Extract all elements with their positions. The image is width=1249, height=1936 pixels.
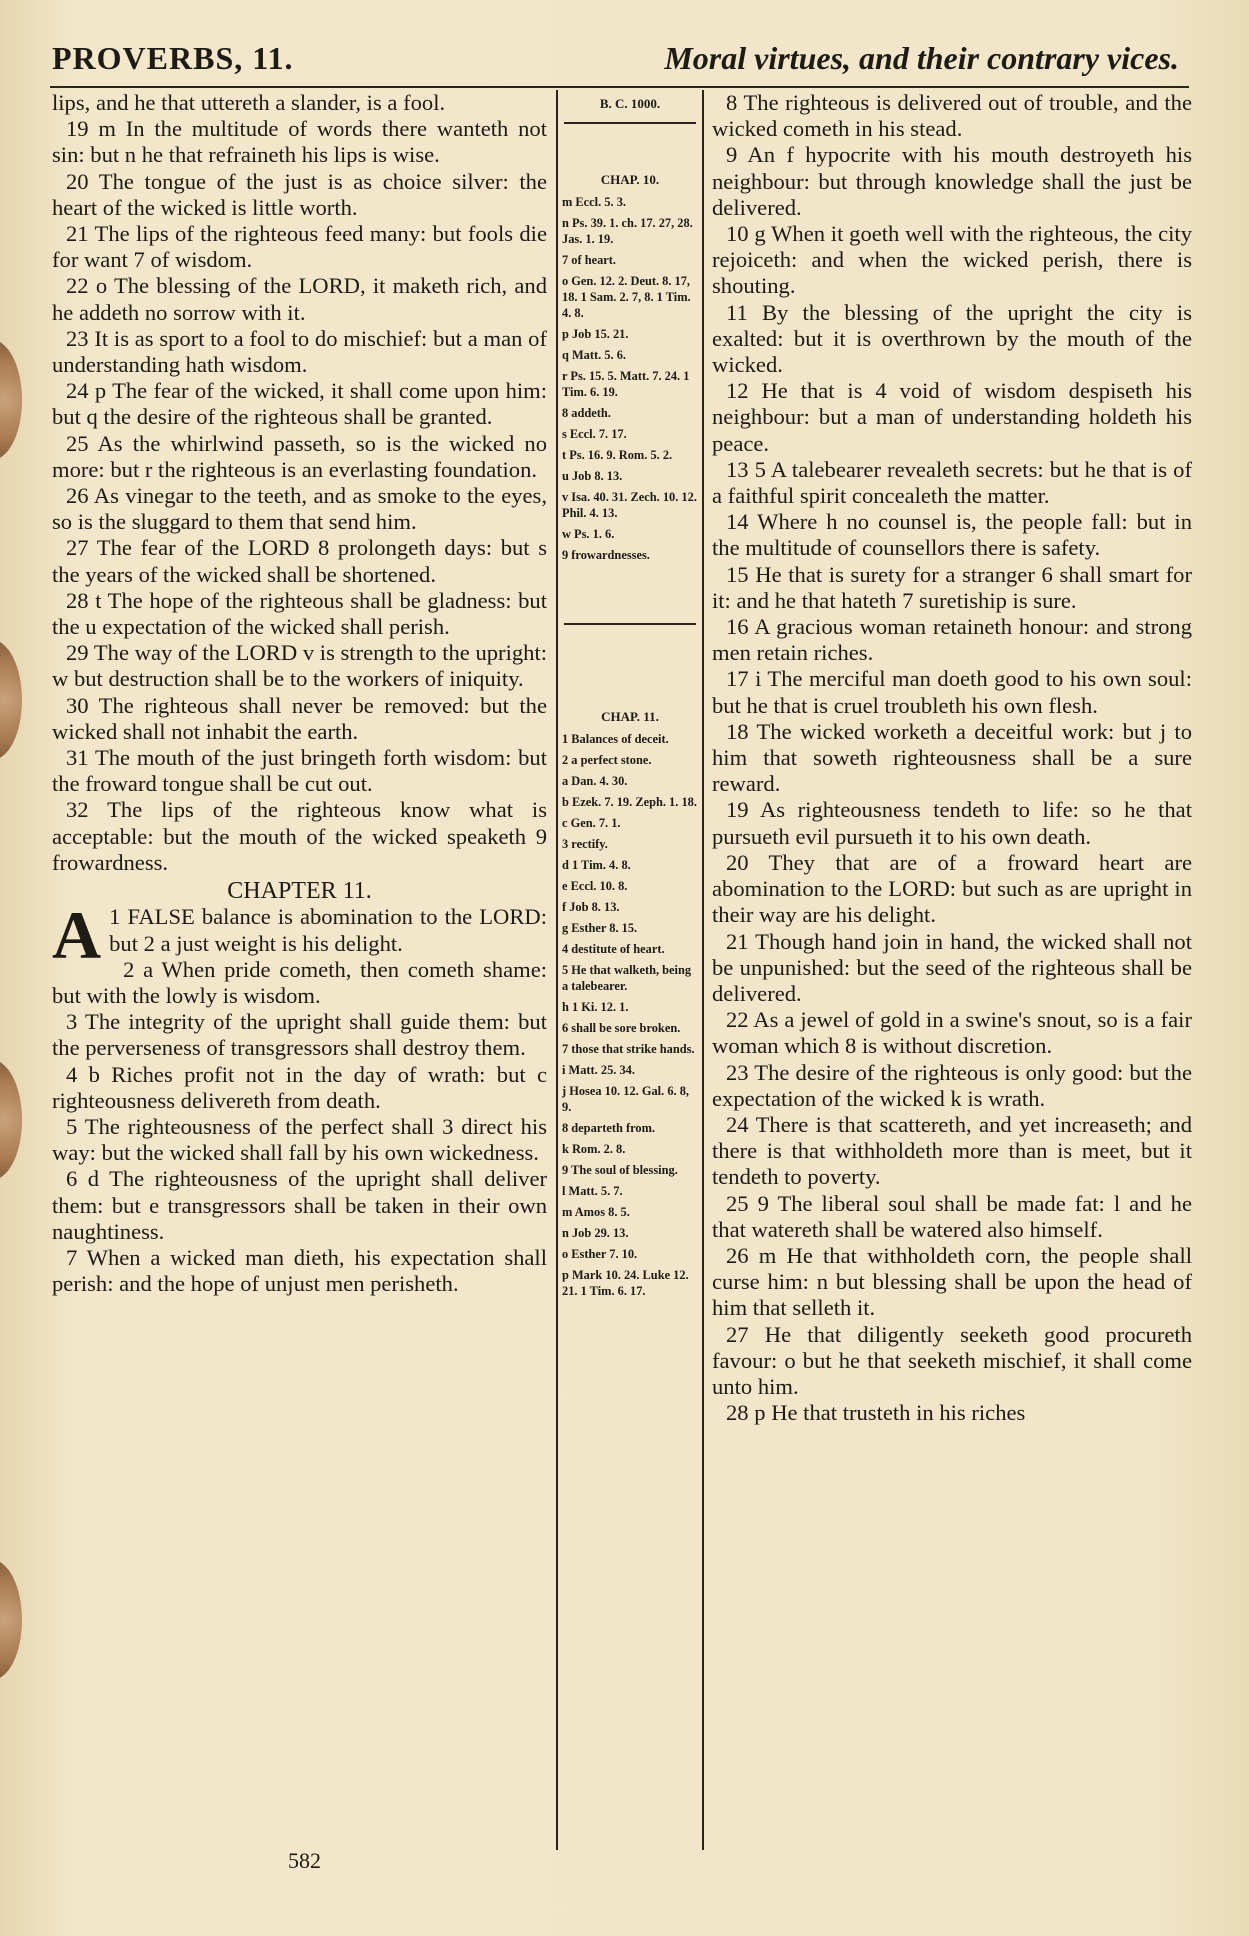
- cross-reference: v Isa. 40. 31. Zech. 10. 12. Phil. 4. 13.: [562, 490, 697, 520]
- verse: 11 By the blessing of the upright the city is exalted: but it is overthrown by the mouth of the wicked.: [712, 299, 1192, 378]
- verse: 18 The wicked worketh a deceitful work: but j to him that soweth righteousness shall be a sure reward.: [712, 718, 1192, 797]
- cross-reference: o Esther 7. 10.: [562, 1247, 638, 1261]
- cross-reference: 8 addeth.: [562, 406, 611, 420]
- verse: 25 As the whirlwind passeth, so is the wicked no more: but r the righteous is an everlasting foundation.: [52, 430, 547, 482]
- cross-reference: l Matt. 5. 7.: [562, 1184, 623, 1198]
- margin-rule: [564, 122, 696, 124]
- cross-reference: j Hosea 10. 12. Gal. 6. 8, 9.: [562, 1084, 689, 1114]
- verse: 8 The righteous is delivered out of trouble, and the wicked cometh in his stead.: [712, 90, 1192, 142]
- margin-chapter-heading: CHAP. 10.: [600, 172, 660, 187]
- page-hole-decoration: [0, 340, 22, 460]
- verse: 27 He that diligently seeketh good procureth favour: o but he that seeketh mischief, it shall come unto him.: [712, 1321, 1192, 1399]
- verse: 23 The desire of the righteous is only good: but the expectation of the wicked k is wrath.: [712, 1059, 1192, 1111]
- verse: 19 As righteousness tendeth to life: so he that pursueth evil pursueth it to his own death.: [712, 797, 1192, 849]
- cross-reference: 3 rectify.: [562, 837, 608, 851]
- cross-reference: m Amos 8. 5.: [562, 1205, 630, 1219]
- verse: 16 A gracious woman retaineth honour: and strong men retain riches.: [712, 614, 1192, 666]
- cross-reference: h 1 Ki. 12. 1.: [562, 1000, 629, 1014]
- cross-reference: c Gen. 7. 1.: [562, 816, 621, 830]
- cross-reference: n Ps. 39. 1. ch. 17. 27, 28. Jas. 1. 19.: [562, 216, 693, 246]
- verse: lips, and he that uttereth a slander, is a fool.: [52, 90, 446, 115]
- page-number: 582: [288, 1848, 321, 1873]
- verse: 14 Where h no counsel is, the people fall: but in the multitude of counsellors there is safety.: [712, 509, 1192, 561]
- cross-reference: 9 frowardnesses.: [562, 548, 650, 562]
- cross-reference: f Job 8. 13.: [562, 900, 620, 914]
- verse: 19 m In the multitude of words there wanteth not sin: but n he that refraineth his lips is wise.: [52, 116, 547, 168]
- cross-reference: 7 those that strike hands.: [562, 1042, 695, 1056]
- verse: 23 It is as sport to a fool to do mischief: but a man of understanding hath wisdom.: [52, 325, 547, 378]
- verse: 20 They that are of a froward heart are abomination to the LORD: but such as are upright in their way are his delight.: [712, 849, 1192, 928]
- verse: 28 p He that trusteth in his riches: [726, 1400, 1026, 1426]
- chapter-heading: CHAPTER 11.: [227, 878, 372, 905]
- era-label: B. C. 1000.: [599, 96, 661, 111]
- column-divider: [702, 90, 704, 1850]
- cross-reference: 4 destitute of heart.: [562, 942, 665, 956]
- verse: 13 5 A talebearer revealeth secrets: but he that is of a faithful spirit concealeth the matter.: [712, 456, 1192, 509]
- verse: 24 There is that scattereth, and yet increaseth; and there is that withholdeth more than is meet, but it tendeth to poverty.: [712, 1111, 1192, 1190]
- verse: 15 He that is surety for a stranger 6 shall smart for it: and he that hateth 7 suretiship is sure.: [712, 561, 1192, 613]
- verse: 21 The lips of the righteous feed many: but fools die for want 7 of wisdom.: [52, 221, 547, 273]
- first-verse-text: 1 FALSE balance is abomination to the LORD: but 2 a just weight is his delight.: [109, 904, 547, 956]
- verse: 29 The way of the LORD v is strength to the upright: w but destruction shall be to the workers of iniquity.: [52, 640, 547, 692]
- verse: 12 He that is 4 void of wisdom despiseth his neighbour: but a man of understanding holdeth his peace.: [712, 378, 1192, 456]
- verse: 26 As vinegar to the teeth, and as smoke to the eyes, so is the sluggard to them that send him.: [52, 483, 547, 535]
- cross-reference: 6 shall be sore broken.: [562, 1021, 681, 1035]
- drop-cap: A: [52, 897, 102, 974]
- cross-reference: 9 The soul of blessing.: [562, 1163, 678, 1177]
- cross-reference: i Matt. 25. 34.: [562, 1063, 635, 1077]
- center-reference-column: [560, 92, 700, 1304]
- page-hole-decoration: [0, 1060, 22, 1180]
- cross-reference: q Matt. 5. 6.: [562, 348, 627, 362]
- verse: 27 The fear of the LORD 8 prolongeth days: but s the years of the wicked shall be shortened.: [52, 535, 547, 587]
- verse: 26 m He that withholdeth corn, the people shall curse him: n but blessing shall be upon the head of him that selleth it.: [712, 1242, 1192, 1321]
- cross-reference: b Ezek. 7. 19. Zeph. 1. 18.: [562, 795, 697, 809]
- verse: 9 An f hypocrite with his mouth destroyeth his neighbour: but through knowledge shall the just be delivered.: [712, 142, 1192, 220]
- left-text-column: [52, 90, 547, 1297]
- cross-reference: n Job 29. 13.: [562, 1226, 629, 1240]
- cross-reference: 7 of heart.: [562, 253, 617, 267]
- verse: 22 o The blessing of the LORD, it maketh rich, and he addeth no sorrow with it.: [52, 273, 547, 325]
- cross-reference: r Ps. 15. 5. Matt. 7. 24. 1 Tim. 6. 19.: [562, 369, 690, 399]
- verse: 7 When a wicked man dieth, his expectation shall perish: and the hope of unjust men perisheth.: [52, 1244, 547, 1297]
- page-header-book: PROVERBS, 11.: [52, 40, 294, 76]
- verse: 25 9 The liberal soul shall be made fat: l and he that watereth shall be watered also himself.: [712, 1190, 1192, 1242]
- chapter-first-verse: [52, 897, 547, 974]
- verse: 6 d The righteousness of the upright shall deliver them: but e transgressors shall be taken in their own naughtiness.: [52, 1166, 547, 1244]
- cross-reference: k Rom. 2. 8.: [562, 1142, 626, 1156]
- cross-reference: t Ps. 16. 9. Rom. 5. 2.: [562, 448, 673, 462]
- verse: 10 g When it goeth well with the righteous, the city rejoiceth: and when the wicked perish, there is shouting.: [712, 221, 1192, 299]
- verse: 5 The righteousness of the perfect shall 3 direct his way: but the wicked shall fall by his own wickedness.: [52, 1113, 547, 1166]
- cross-reference: w Ps. 1. 6.: [562, 527, 615, 541]
- cross-reference: 5 He that walketh, being a talebearer.: [562, 963, 692, 993]
- margin-rule: [564, 623, 696, 625]
- cross-reference: g Esther 8. 15.: [562, 921, 638, 935]
- cross-reference: u Job 8. 13.: [562, 469, 623, 483]
- verse: 21 Though hand join in hand, the wicked shall not be unpunished: but the seed of the righteous shall be delivered.: [712, 928, 1192, 1006]
- verse: 17 i The merciful man doeth good to his own soul: but he that is cruel troubleth his own flesh.: [712, 666, 1192, 718]
- verse: 3 The integrity of the upright shall guide them: but the perverseness of transgressors shall destroy them.: [52, 1009, 547, 1061]
- column-divider: [556, 90, 558, 1850]
- verse: 28 t The hope of the righteous shall be gladness: but the u expectation of the wicked shall perish.: [52, 587, 547, 640]
- verse: 30 The righteous shall never be removed: but the wicked shall not inhabit the earth.: [52, 692, 547, 744]
- verse: 22 As a jewel of gold in a swine's snout, so is a fair woman which 8 is without discretion.: [712, 1007, 1192, 1059]
- cross-reference: 2 a perfect stone.: [562, 753, 652, 767]
- verse: 32 The lips of the righteous know what is acceptable: but the mouth of the wicked speaketh 9 frowardness.: [52, 797, 547, 875]
- verse: 31 The mouth of the just bringeth forth wisdom: but the froward tongue shall be cut out.: [52, 745, 547, 797]
- cross-reference: d 1 Tim. 4. 8.: [562, 858, 631, 872]
- page-hole-decoration: [0, 640, 22, 760]
- header-rule: [50, 86, 1189, 88]
- page-header-summary: Moral virtues, and their contrary vices.: [664, 40, 1179, 76]
- cross-reference: a Dan. 4. 30.: [562, 774, 628, 788]
- cross-reference: 8 departeth from.: [562, 1121, 656, 1135]
- verse: 2 a When pride cometh, then cometh shame: but with the lowly is wisdom.: [52, 956, 547, 1008]
- page-hole-decoration: [0, 1560, 22, 1680]
- cross-reference: m Eccl. 5. 3.: [562, 195, 627, 209]
- cross-reference: s Eccl. 7. 17.: [562, 427, 627, 441]
- verse: 4 b Riches profit not in the day of wrath: but c righteousness delivereth from death.: [52, 1061, 547, 1113]
- verse: 20 The tongue of the just is as choice silver: the heart of the wicked is little worth.: [52, 168, 547, 220]
- cross-reference: p Job 15. 21.: [562, 327, 629, 341]
- cross-reference: p Mark 10. 24. Luke 12. 21. 1 Tim. 6. 17.: [562, 1268, 689, 1298]
- cross-reference: e Eccl. 10. 8.: [562, 879, 628, 893]
- cross-reference: 1 Balances of deceit.: [562, 732, 669, 746]
- right-text-column: [712, 90, 1192, 1426]
- cross-reference: o Gen. 12. 2. Deut. 8. 17, 18. 1 Sam. 2. 7, 8. 1 Tim. 4. 8.: [562, 274, 691, 320]
- verse: 24 p The fear of the wicked, it shall come upon him: but q the desire of the righteous shall be granted.: [52, 378, 547, 430]
- margin-chapter-heading: CHAP. 11.: [601, 709, 659, 724]
